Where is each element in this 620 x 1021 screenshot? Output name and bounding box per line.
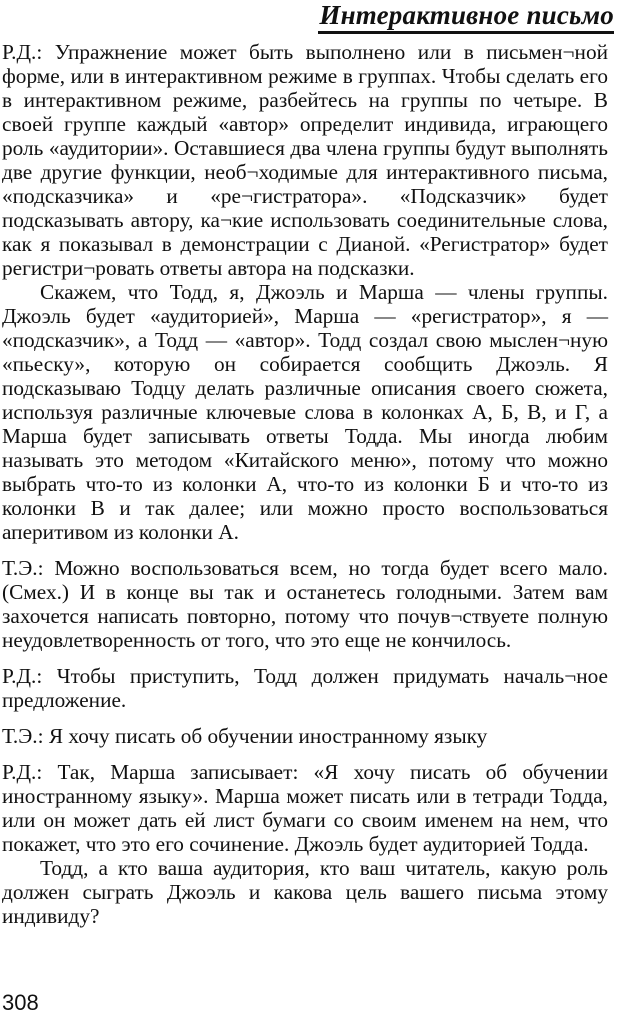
- running-head: Интерактивное письмо: [319, 0, 614, 30]
- running-head-rule: [318, 31, 614, 34]
- paragraph-rd-marsha: Р.Д.: Так, Марша записывает: «Я хочу писать об обучении иностранному языку». Марша может писать или в тетради Тодда, или он может дать ей лист бумаги со своим именем на нем, что покажет, что это его сочинение. Джоэль будет аудиторией Тодда.: [2, 760, 608, 856]
- paragraph-group-example: Скажем, что Тодд, я, Джоэль и Марша — члены группы. Джоэль будет «аудиторией», Марша — «регистратор», я — «подсказчик», а Тодд — «автор». Тодд создал свою мыслен¬ную «пьеску», которую он собирается сообщить Джоэль. Я подсказываю Тодцу делать различные описания своего сюжета, используя различные ключевые слова в колонках А, Б, В, и Г, а Марша будет записывать ответы Тодда. Мы иногда любим называть это методом «Китайского меню», потому что можно выбрать что-то из колонки А, что-то из колонки Б и что-то из колонки В и так далее; или можно просто воспользоваться аперитивом из колонки А.: [2, 280, 608, 544]
- paragraph-rd-start: Р.Д.: Чтобы приступить, Тодд должен придумать началь¬ное предложение.: [2, 664, 608, 712]
- paragraph-te-language: Т.Э.: Я хочу писать об обучении иностранному языку: [2, 724, 488, 748]
- paragraph-todd-audience: Тодд, а кто ваша аудитория, кто ваш читатель, какую роль должен сыграть Джоэль и какова цель вашего письма этому индивиду?: [2, 856, 608, 928]
- body-text: [2, 40, 608, 928]
- page-number: 308: [2, 990, 39, 1015]
- paragraph-rd-exercise: Р.Д.: Упражнение может быть выполнено или в письмен¬ной форме, или в интерактивном режиме в группах. Чтобы сделать его в интерактивном режиме, разбейтесь на группы по четыре. В своей группе каждый «автор» определит индивида, играющего роль «аудитории». Оставшиеся два члена группы будут выполнять две другие функции, необ¬ходимые для интерактивного письма, «подсказчика» и «ре¬гистратора». «Подсказчик» будет подсказывать автору, ка¬кие использовать соединительные слова, как я показывал в демонстрации с Дианой. «Регистратор» будет регистри¬ровать ответы автора на подсказки.: [2, 40, 608, 280]
- paragraph-te-everything: Т.Э.: Можно воспользоваться всем, но тогда будет всего мало. (Смех.) И в конце вы так и останетесь голодными. Затем вам захочется написать повторно, потому что почув¬ствуете полную неудовлетворенность от того, что это еще не кончилось.: [2, 556, 608, 652]
